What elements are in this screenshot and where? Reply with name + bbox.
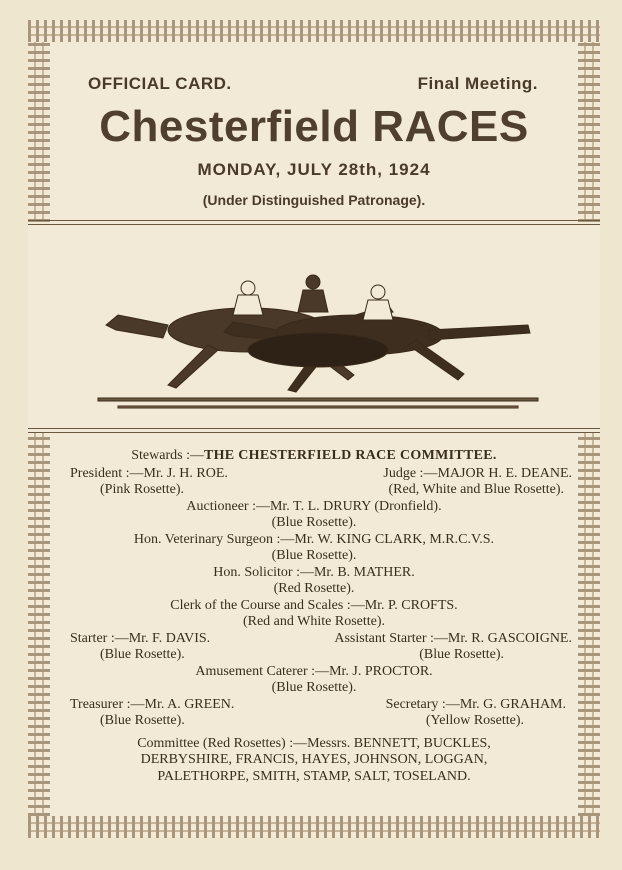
committee-line-1: Committee (Red Rosettes) :—Messrs. BENNETT, BUCKLES,	[137, 735, 491, 751]
president-judge-rosette-row	[50, 482, 578, 499]
divider-bottom	[28, 428, 600, 433]
left-border-top	[28, 42, 50, 222]
left-border-bottom	[28, 432, 50, 816]
stewards-line	[50, 448, 578, 465]
caterer-rosette: (Blue Rosette).	[271, 680, 357, 695]
divider-top	[28, 220, 600, 225]
race-card	[28, 20, 600, 838]
card-header	[50, 42, 578, 222]
patronage-note: (Under Distinguished Patronage).	[202, 192, 426, 208]
president-rosette: (Pink Rosette).	[100, 482, 184, 497]
veterinary-surgeon: Hon. Veterinary Surgeon :—Mr. W. KING CLARK, M.R.C.V.S.	[133, 531, 495, 547]
assistant-rosette: (Blue Rosette).	[419, 647, 504, 662]
auctioneer-rosette: (Blue Rosette).	[271, 515, 357, 530]
committee-line-3: PALETHORPE, SMITH, STAMP, SALT, TOSELAND.	[157, 768, 471, 784]
judge: Judge :—MAJOR H. E. DEANE.	[383, 465, 572, 481]
officials-list	[50, 448, 578, 785]
starter: Starter :—Mr. F. DAVIS.	[70, 630, 211, 646]
stewards-name: THE CHESTERFIELD RACE COMMITTEE.	[203, 448, 497, 463]
racing-horses-illustration	[58, 230, 570, 430]
secretary: Secretary :—Mr. G. GRAHAM.	[385, 696, 566, 712]
president: President :—Mr. J. H. ROE.	[70, 465, 228, 481]
treasurer-secretary-row	[50, 697, 578, 714]
treasurer-rosette: (Blue Rosette).	[100, 713, 185, 728]
page-title: Chesterfield RACES	[99, 102, 529, 151]
stewards-label: Stewards :—	[131, 448, 204, 463]
solicitor: Hon. Solicitor :—Mr. B. MATHER.	[213, 564, 415, 580]
president-judge-row	[50, 466, 578, 483]
secretary-rosette: (Yellow Rosette).	[425, 713, 524, 728]
horses-engraving-icon	[58, 230, 570, 430]
right-border-bottom	[578, 432, 600, 816]
clerk-of-course: Clerk of the Course and Scales :—Mr. P. CROFTS.	[170, 597, 458, 613]
right-border-top	[578, 42, 600, 222]
final-meeting-label: Final Meeting.	[417, 74, 538, 93]
treasurer-secretary-rosette-row	[50, 713, 578, 730]
vet-rosette: (Blue Rosette).	[271, 548, 357, 563]
amusement-caterer: Amusement Caterer :—Mr. J. PROCTOR.	[195, 663, 433, 679]
committee-line-2: DERBYSHIRE, FRANCIS, HAYES, JOHNSON, LOGGAN,	[140, 752, 488, 767]
assistant-starter: Assistant Starter :—Mr. R. GASCOIGNE.	[334, 630, 572, 646]
starter-rosette: (Blue Rosette).	[100, 647, 185, 662]
starter-row	[50, 631, 578, 648]
bottom-border	[28, 816, 600, 838]
auctioneer: Auctioneer :—Mr. T. L. DRURY (Dronfield).	[186, 498, 442, 514]
race-date: MONDAY, JULY 28th, 1924	[197, 160, 431, 179]
treasurer: Treasurer :—Mr. A. GREEN.	[70, 696, 235, 712]
top-border	[28, 20, 600, 42]
official-card-label: OFFICIAL CARD.	[88, 74, 232, 93]
starter-rosette-row	[50, 647, 578, 664]
header-top-row	[50, 42, 578, 94]
solicitor-rosette: (Red Rosette).	[273, 581, 355, 596]
clerk-rosette: (Red and White Rosette).	[242, 614, 386, 629]
judge-rosette: (Red, White and Blue Rosette).	[388, 482, 564, 497]
